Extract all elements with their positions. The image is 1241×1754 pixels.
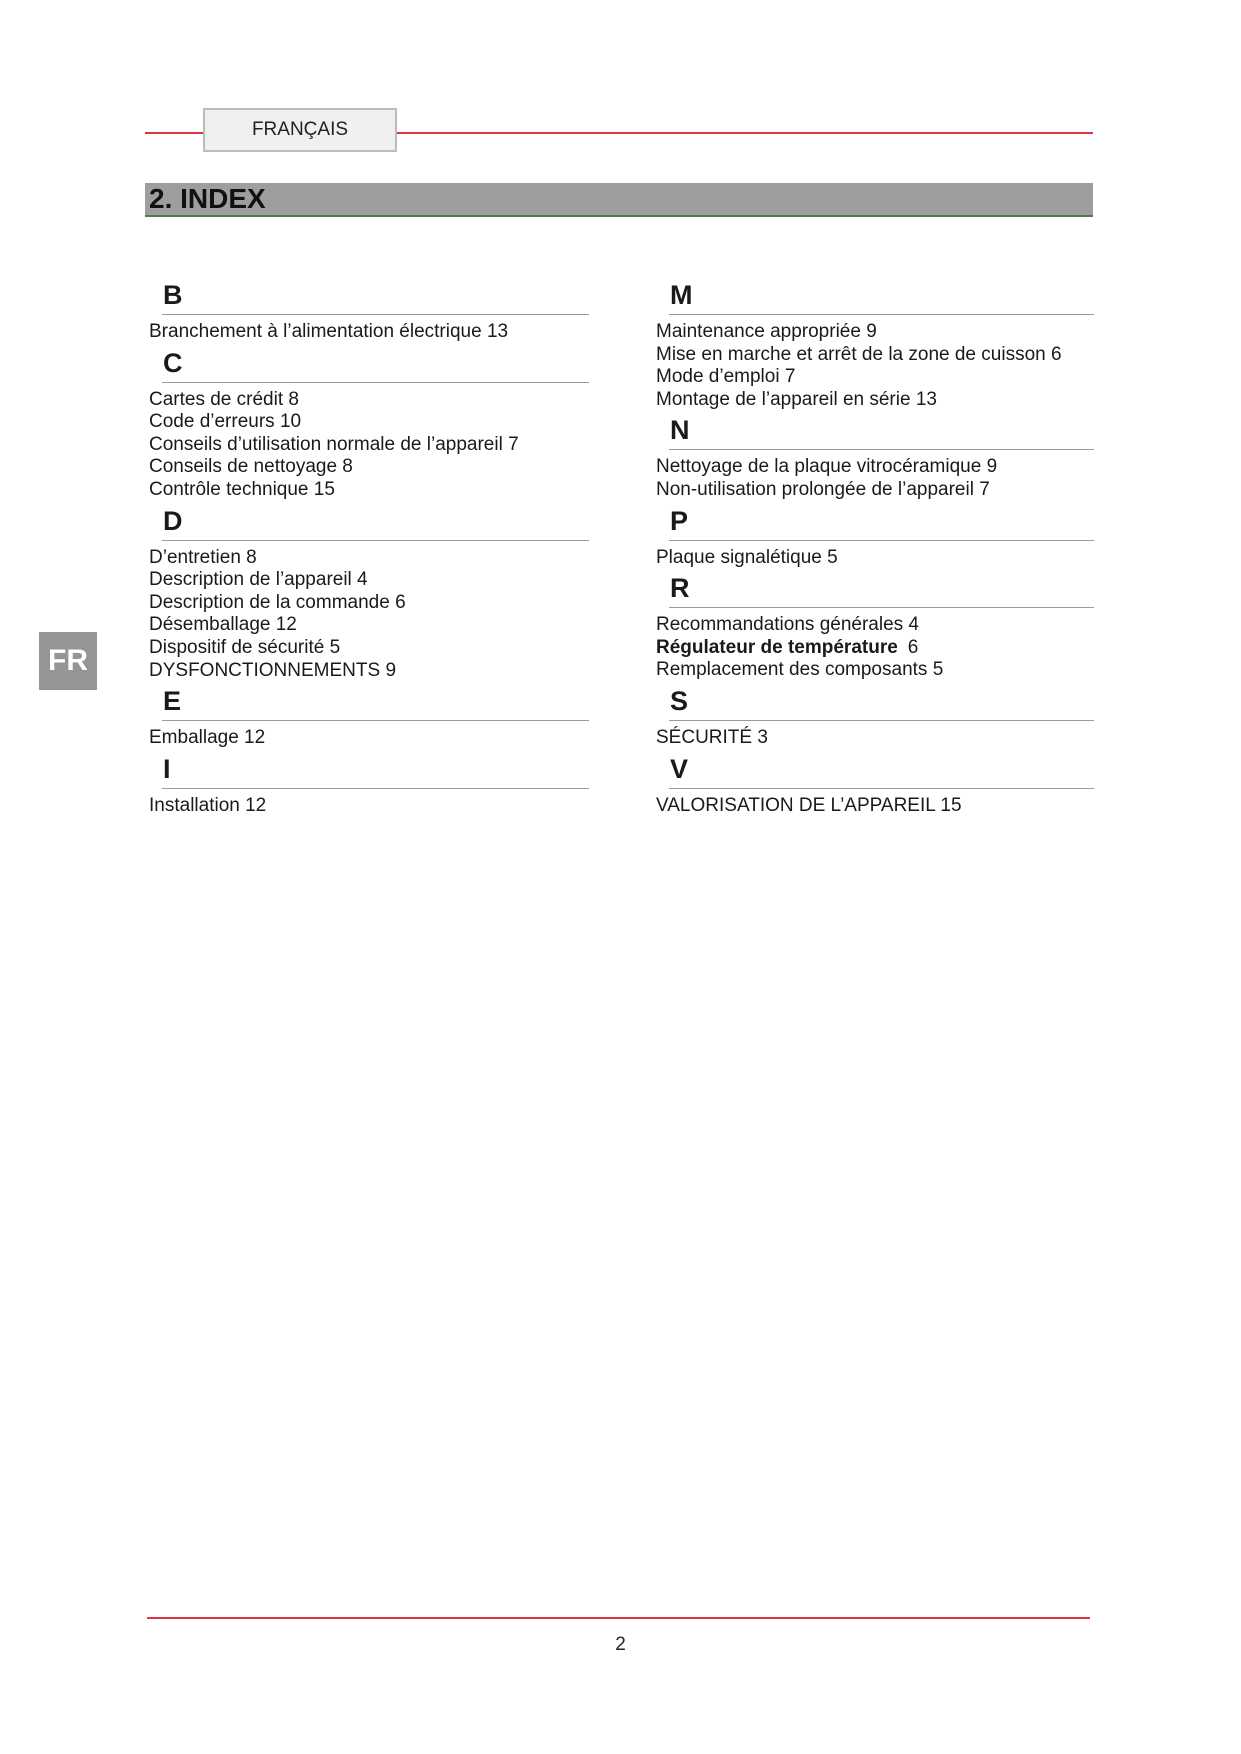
index-entry: Recommandations générales 4: [656, 614, 919, 636]
page-number: 2: [615, 1634, 626, 1655]
index-entry-list: [149, 315, 589, 346]
language-tab: FRANÇAIS: [203, 108, 397, 152]
index-entry: Branchement à l’alimentation électrique 13: [149, 321, 509, 342]
index-entry: DYSFONCTIONNEMENTS 9: [149, 659, 397, 681]
index-entry: D’entretien 8: [149, 546, 257, 568]
index-letter-heading: S: [669, 684, 1094, 721]
index-entry: Nettoyage de la plaque vitrocéramique 9: [656, 456, 998, 478]
index-letter-group: [656, 752, 1094, 820]
index-letter-group: [656, 571, 1094, 684]
footer-rule: [147, 1617, 1090, 1619]
index-entry-list: [656, 315, 1094, 413]
index-entry-list: [149, 541, 589, 685]
index-letter-heading: B: [162, 278, 589, 315]
index-entry: Montage de l’appareil en série 13: [656, 388, 937, 410]
index-entry: Emballage 12: [149, 727, 266, 749]
index-entry-list: [149, 383, 589, 504]
index-entry: Plaque signalétique 5: [656, 546, 838, 568]
index-letter-heading: V: [669, 752, 1094, 789]
section-title: 2. INDEX: [145, 183, 1093, 217]
index-entry: Conseils de nettoyage 8: [149, 456, 353, 478]
index-entry: Conseils d’utilisation normale de l’appareil 7: [149, 433, 519, 455]
index-letter-heading: C: [162, 346, 589, 383]
index-entry: Désemballage 12: [149, 614, 297, 636]
language-badge: FR: [39, 632, 97, 690]
index-entry: Mode d’emploi 7: [656, 366, 796, 388]
index-entry: SÉCURITÉ 3: [656, 726, 768, 748]
index-entry: Description de la commande 6: [149, 591, 406, 613]
index-entry: [656, 637, 1094, 660]
index-entry: Remplacement des composants 5: [656, 659, 944, 681]
index-letter-group: [149, 346, 589, 504]
index-entry: VALORISATION DE L’APPAREIL 15: [656, 794, 962, 816]
index-letter-heading: N: [669, 413, 1094, 450]
index-letter-group: [149, 684, 589, 752]
index-entry: Cartes de crédit 8: [149, 388, 299, 410]
index-entry-label: Régulateur de température: [656, 636, 898, 658]
index-entry-list: [149, 721, 589, 752]
index-letter-heading: D: [162, 504, 589, 541]
index-entry: Installation 12: [149, 794, 267, 816]
index-letter-heading: R: [669, 571, 1094, 608]
index-column-left: [149, 278, 589, 819]
index-entry: Non-utilisation prolongée de l’appareil 7: [656, 478, 990, 500]
index-letter-group: [656, 278, 1094, 413]
index-column-right: [656, 278, 1094, 819]
index-entry: Code d’erreurs 10: [149, 411, 302, 433]
index-letter-group: [149, 504, 589, 685]
index-letter-group: [656, 413, 1094, 503]
index-entry-page: 6: [907, 636, 919, 658]
index-entry-list: [656, 450, 1094, 503]
index-letter-group: [656, 684, 1094, 752]
index-entry: Maintenance appropriée 9: [656, 321, 877, 342]
index-entry-list: [149, 789, 589, 820]
index-entry: Dispositif de sécurité 5: [149, 636, 341, 658]
index-entry: Mise en marche et arrêt de la zone de cuisson 6: [656, 343, 1062, 365]
index-letter-heading: M: [669, 278, 1094, 315]
index-entry-list: [656, 789, 1094, 820]
index-letter-heading: I: [162, 752, 589, 789]
index-entry-list: [656, 721, 1094, 752]
index-letter-heading: P: [669, 504, 1094, 541]
index-entry: Contrôle technique 15: [149, 478, 335, 500]
index-entry-list: [656, 541, 1094, 572]
index-letter-heading: E: [162, 684, 589, 721]
index-entry-list: [656, 608, 1094, 684]
index-letter-group: [149, 278, 589, 346]
index-entry: Description de l’appareil 4: [149, 569, 368, 591]
index-letter-group: [149, 752, 589, 820]
index-letter-group: [656, 504, 1094, 572]
